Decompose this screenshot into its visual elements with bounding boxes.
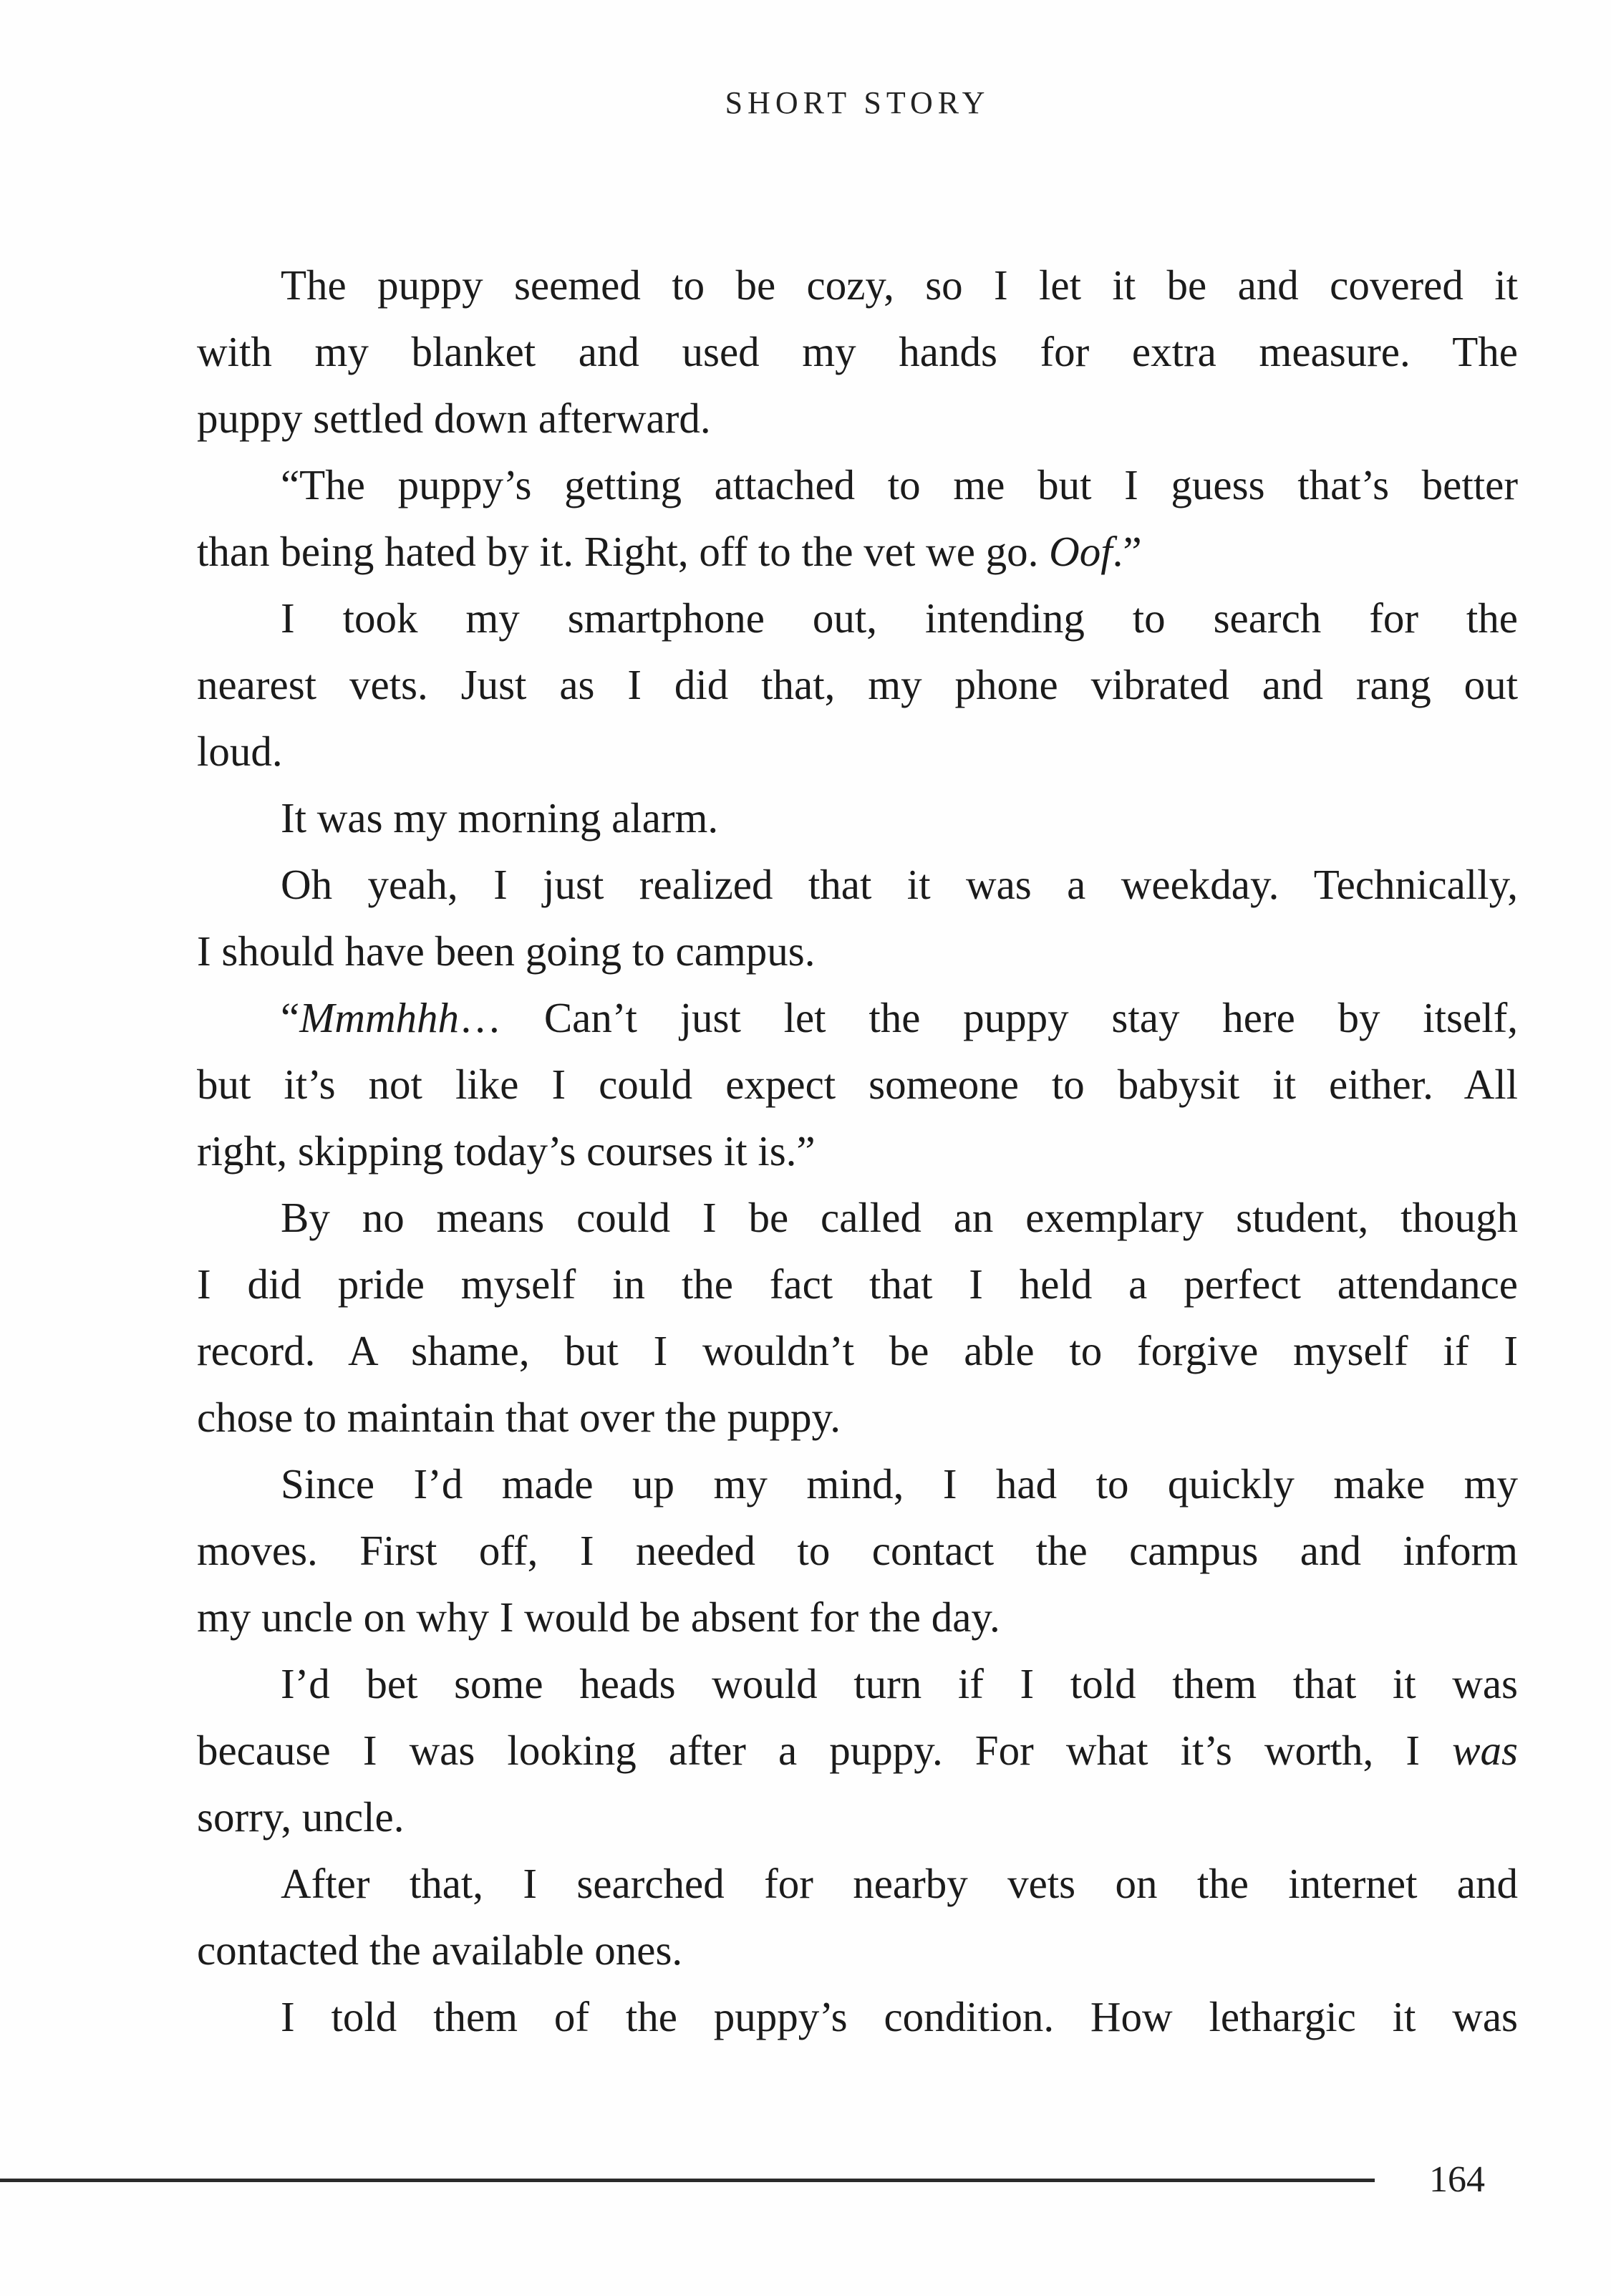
body-text: chose to maintain that over the puppy. [197, 1394, 841, 1441]
paragraph [197, 852, 1518, 985]
body-text: contacted the available ones. [197, 1926, 683, 1974]
text-line [197, 1051, 1518, 1118]
text-line [197, 1118, 1518, 1185]
italic-text: was [1452, 1727, 1518, 1774]
text-line [197, 1584, 1518, 1651]
text-line [197, 1984, 1518, 2050]
body-text: It was my morning alarm. [281, 794, 719, 841]
body-text: than being hated by it. Right, off to the vet we go. [197, 528, 1050, 575]
body-text: “ [281, 994, 300, 1041]
body-text: with my blanket and used my hands for extra measure. The [197, 328, 1518, 375]
footer-rule [0, 2179, 1375, 2182]
text-line [197, 252, 1518, 319]
body-text: because I was looking after a puppy. For what it’s worth, I [197, 1727, 1453, 1774]
text-line [197, 852, 1518, 918]
text-line [197, 718, 1518, 785]
text-line [197, 1917, 1518, 1984]
running-header: SHORT STORY [725, 85, 990, 120]
paragraph [197, 785, 1518, 852]
body-text: right, skipping today’s courses it is.” [197, 1127, 816, 1174]
text-line [197, 1451, 1518, 1518]
text-line [197, 918, 1518, 985]
body-text: I should have been going to campus. [197, 927, 816, 975]
italic-text: Mmmhhh [299, 994, 460, 1041]
body-text: my uncle on why I would be absent for the day. [197, 1593, 1000, 1641]
text-line [197, 585, 1518, 652]
body-text: I’d bet some heads would turn if I told them that it was [281, 1660, 1518, 1707]
body-text: I told them of the puppy’s condition. How lethargic it was [281, 1993, 1518, 2040]
body-text: After that, I searched for nearby vets on the internet and [281, 1860, 1518, 1907]
paragraph [197, 985, 1518, 1185]
text-line [197, 319, 1518, 385]
body-text: I took my smartphone out, intending to search for the [281, 594, 1518, 642]
body-text: nearest vets. Just as I did that, my phone vibrated and rang out [197, 661, 1518, 708]
paragraph [197, 1984, 1518, 2050]
paragraph [197, 252, 1518, 452]
text-line [197, 1851, 1518, 1917]
text-line [197, 1651, 1518, 1717]
body-text: “The puppy’s getting attached to me but I guess that’s better [281, 461, 1518, 508]
text-line [197, 652, 1518, 718]
text-line [197, 1518, 1518, 1584]
paragraph [197, 585, 1518, 785]
body-text: sorry, uncle. [197, 1793, 405, 1841]
paragraph [197, 452, 1518, 585]
text-line [197, 1318, 1518, 1384]
text-line [197, 452, 1518, 518]
body-text: … Can’t just let the puppy stay here by itself, [459, 994, 1518, 1041]
paragraph [197, 1851, 1518, 1984]
text-line [197, 1717, 1518, 1784]
body-text: but it’s not like I could expect someone to babysit it either. All [197, 1061, 1518, 1108]
text-line [197, 985, 1518, 1051]
body-text: puppy settled down afterward. [197, 395, 711, 442]
story-text [197, 252, 1518, 2050]
text-line [197, 785, 1518, 852]
text-line [197, 1185, 1518, 1251]
paragraph [197, 1185, 1518, 1451]
body-text: moves. First off, I needed to contact the campus and inform [197, 1527, 1518, 1574]
body-text: By no means could I be called an exemplary student, though [281, 1194, 1518, 1241]
page-number: 164 [1429, 2159, 1485, 2200]
text-line [197, 1384, 1518, 1451]
paragraph [197, 1451, 1518, 1651]
body-text: The puppy seemed to be cozy, so I let it be and covered it [281, 261, 1518, 309]
body-text: Since I’d made up my mind, I had to quickly make my [281, 1460, 1518, 1508]
body-text: I did pride myself in the fact that I held a perfect attendance [197, 1260, 1518, 1308]
body-text: .” [1112, 528, 1142, 575]
body-text: record. A shame, but I wouldn’t be able to forgive myself if I [197, 1327, 1518, 1374]
paragraph [197, 1651, 1518, 1851]
text-line [197, 518, 1518, 585]
text-line [197, 385, 1518, 452]
text-line [197, 1784, 1518, 1851]
text-line [197, 1251, 1518, 1318]
body-text: loud. [197, 728, 283, 775]
italic-text: Oof [1049, 528, 1113, 575]
body-text: Oh yeah, I just realized that it was a weekday. Technically, [281, 861, 1518, 908]
